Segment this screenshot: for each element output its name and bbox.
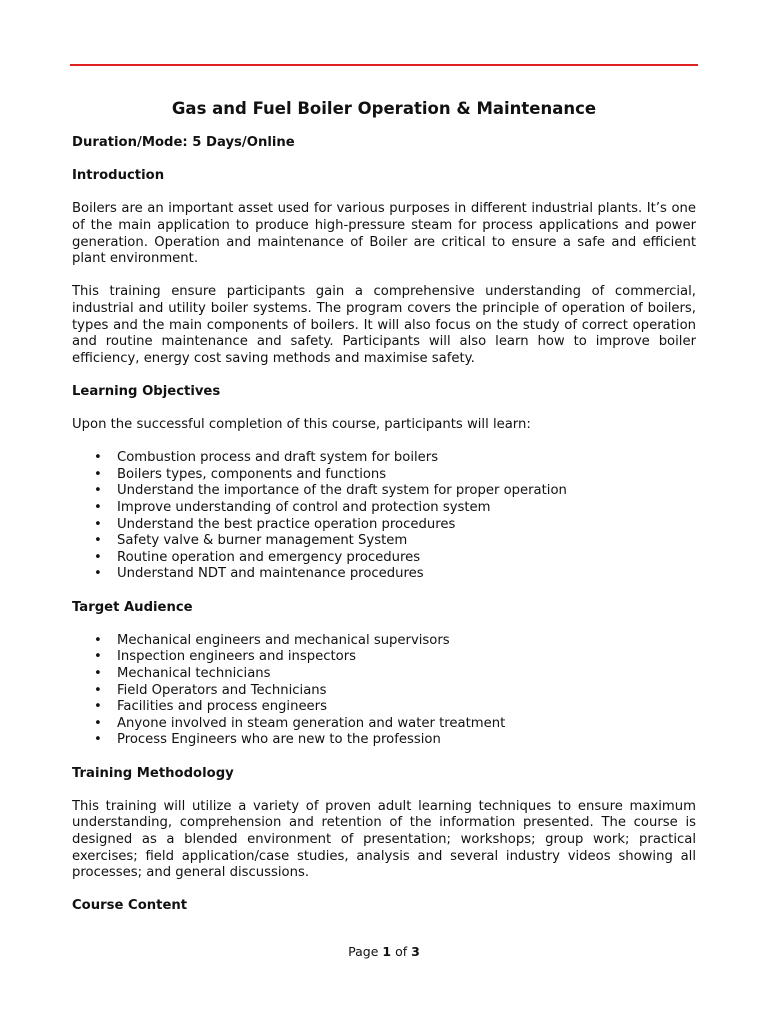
training-methodology-paragraph: This training will utilize a variety of proven adult learning techniques to ensure maximum understanding, comprehension and retention of the information presented. The course is designed as a blended environment of presentation; workshops; group work; practical exercises; field application/case studies, analysis and several industry videos showing all processes; and general discussions. xyxy=(72,798,696,881)
document-title: Gas and Fuel Boiler Operation & Maintenance xyxy=(171,99,597,118)
list-item: • Routine operation and emergency procedures xyxy=(72,550,696,567)
list-item: • Anyone involved in steam generation and water treatment xyxy=(72,716,696,733)
learning-objectives-heading: Learning Objectives xyxy=(72,383,221,399)
total-pages-number: 3 xyxy=(411,944,420,959)
target-audience-heading: Target Audience xyxy=(72,599,193,615)
list-item: • Mechanical technicians xyxy=(72,666,696,683)
list-item: • Field Operators and Technicians xyxy=(72,683,696,700)
target-audience-list xyxy=(72,633,696,749)
duration-mode: Duration/Mode: 5 Days/Online xyxy=(72,135,295,150)
page-of-label: of xyxy=(395,944,408,959)
list-item: • Understand the best practice operation procedures xyxy=(72,517,696,534)
document-body xyxy=(72,99,696,932)
introduction-paragraph: Boilers are an important asset used for various purposes in different industrial plants. It’s one of the main application to produce high-pressure steam for process applications and power generation. Operation and maintenance of Boiler are critical to ensure a safe and efficient plant environment. xyxy=(72,201,696,267)
list-item: • Inspection engineers and inspectors xyxy=(72,649,696,666)
list-item: • Understand the importance of the draft system for proper operation xyxy=(72,483,696,500)
list-item: • Combustion process and draft system for boilers xyxy=(72,450,696,467)
list-item: • Safety valve & burner management System xyxy=(72,533,696,550)
introduction-paragraph: This training ensure participants gain a comprehensive understanding of commercial, industrial and utility boiler systems. The program covers the principle of operation of boilers, types and the main components of boilers. It will also focus on the study of correct operation and routine maintenance and safety. Participants will also learn how to improve boiler efficiency, energy cost saving methods and maximise safety. xyxy=(72,284,696,366)
list-item: • Understand NDT and maintenance procedures xyxy=(72,566,696,583)
course-content-heading: Course Content xyxy=(72,898,188,914)
learning-objectives-intro: Upon the successful completion of this course, participants will learn: xyxy=(72,417,531,433)
list-item: • Process Engineers who are new to the profession xyxy=(72,732,696,749)
header-rule xyxy=(70,64,698,66)
list-item: • Boilers types, components and functions xyxy=(72,467,696,484)
page-label: Page xyxy=(348,944,379,959)
list-item: • Facilities and process engineers xyxy=(72,699,696,716)
current-page-number: 1 xyxy=(382,944,392,959)
training-methodology-heading: Training Methodology xyxy=(72,765,234,781)
list-item: • Improve understanding of control and protection system xyxy=(72,500,696,517)
page-footer xyxy=(0,944,768,960)
list-item: • Mechanical engineers and mechanical supervisors xyxy=(72,633,696,650)
introduction-heading: Introduction xyxy=(72,168,165,184)
learning-objectives-list xyxy=(72,450,696,583)
